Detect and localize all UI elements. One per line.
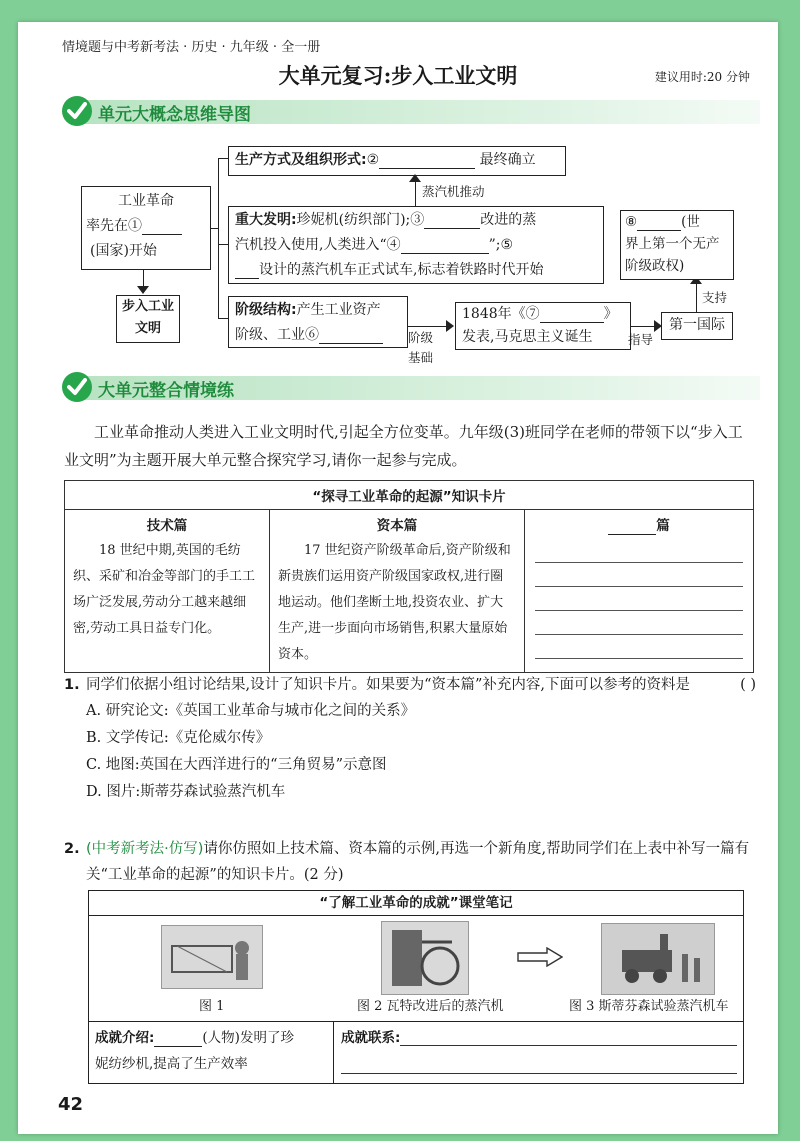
figure-2-caption: 图 2 瓦特改进后的蒸汽机 (357, 999, 504, 1014)
q1-options (64, 698, 756, 806)
commune-t3: 界上第一个无产 (625, 236, 720, 252)
card-title: “探寻工业革命的起源”知识卡片 (65, 481, 754, 510)
section-heading-mindmap (62, 96, 762, 126)
blank-6[interactable] (319, 327, 383, 344)
blank-2[interactable] (379, 152, 475, 169)
notes-title: “了解工业革命的成就”课堂笔记 (89, 891, 743, 916)
intro-paragraph: 工业革命推动人类进入工业文明时代,引起全方位变革。九年级(3)班同学在老师的带领下以“步入工业文明”为主题开展大单元整合探究学习,请你一起参与完成。 (64, 423, 743, 469)
arrow-right-icon (517, 947, 563, 967)
commune-box (620, 210, 734, 280)
section-heading-text: 单元大概念思维导图 (98, 105, 251, 125)
manifesto-t3: 发表,马克思主义诞生 (462, 329, 593, 345)
commune-t4: 阶级政权) (625, 258, 685, 274)
card-col-blank (525, 510, 754, 673)
target-line1: 步入工业 (121, 299, 174, 314)
write-line[interactable] (341, 1051, 737, 1074)
page-number: 42 (58, 1094, 84, 1115)
blank-7[interactable] (540, 306, 604, 323)
root-line3: (国家)开始 (90, 243, 157, 259)
arrow-up-icon (409, 174, 421, 182)
class-notes (88, 890, 744, 1084)
target-box (116, 295, 180, 343)
production-num: ② (366, 152, 380, 168)
production-label: 生产方式及组织形式: (235, 152, 367, 168)
manifesto-t2: 》 (603, 306, 618, 322)
q2-tag: (中考新考法·仿写) (86, 841, 204, 857)
production-box (228, 146, 566, 176)
blank-4[interactable] (401, 237, 489, 254)
class-box (228, 296, 408, 348)
card-col-tech (65, 510, 270, 673)
col1-text: 18 世纪中期,英国的毛纺织、采矿和冶金等部门的手工工场广泛发展,劳动分工越来越细密,劳动工具日益专门化。 (73, 543, 256, 636)
blank-1[interactable] (142, 218, 182, 235)
option-d[interactable]: D. 图片:斯蒂芬森试验蒸汽机车 (86, 784, 286, 800)
page-title: 大单元复习:步入工业文明 (278, 63, 518, 88)
achieve-t1: (人物)发明了珍 (202, 1030, 294, 1046)
achieve-label: 成就介绍: (95, 1030, 155, 1046)
write-line[interactable] (535, 635, 743, 659)
blank-3[interactable] (424, 212, 480, 229)
production-tail: 最终确立 (479, 152, 536, 168)
guide-label: 指导 (628, 332, 654, 347)
question-2 (64, 836, 756, 888)
arrow-down-icon (137, 286, 149, 294)
figure-3-image (601, 923, 715, 995)
figure-1-image (161, 925, 263, 989)
q1-number: 1. (64, 677, 80, 693)
figure-3-caption: 图 3 斯蒂芬森试验蒸汽机车 (569, 999, 729, 1014)
first-international-box: 第一国际 (661, 312, 733, 340)
check-icon (62, 372, 92, 402)
root-title: 工业革命 (118, 193, 174, 209)
q2-text: 请你仿照如上技术篇、资本篇的示例,再选一个新角度,帮助同学们在上表中补写一篇有关“工业革命的起源”的知识卡片。(2 分) (86, 841, 750, 883)
suggested-time: 建议用时:20 分钟 (654, 70, 750, 84)
achievement-intro (95, 1025, 327, 1077)
option-b[interactable]: B. 文学传记:《克伦威尔传》 (86, 730, 271, 746)
card-col-capital (270, 510, 525, 673)
root-box (81, 186, 211, 270)
option-c[interactable]: C. 地图:英国在大西洋进行的“三角贸易”示意图 (86, 757, 387, 773)
figure-1-caption: 图 1 (199, 999, 225, 1014)
section-heading-practice (62, 372, 762, 402)
manifesto-box (455, 302, 631, 350)
option-a[interactable]: A. 研究论文:《英国工业革命与城市化之间的关系》 (86, 703, 416, 719)
achievement-link (341, 1025, 737, 1074)
class-t1: 产生工业资产 (296, 302, 381, 318)
link-label: 成就联系: (341, 1030, 401, 1046)
commune-t1: ⑧ (625, 214, 638, 230)
invention-box (228, 206, 604, 284)
blank-8[interactable] (637, 214, 681, 231)
series-title: 情境题与中考新考法 · 历史 · 九年级 · 全一册 (62, 40, 321, 55)
workbook-page (18, 22, 778, 1134)
invention-t1: 珍妮机(纺织部门);③ (296, 212, 425, 228)
arrow-right-icon (446, 320, 454, 332)
col1-head: 技术篇 (146, 518, 188, 534)
blank-person[interactable] (154, 1030, 202, 1047)
manifesto-t1: 1848年《⑦ (462, 306, 540, 322)
col3-head-text: 篇 (656, 518, 670, 534)
steam-push-label: 蒸汽机推动 (422, 184, 485, 199)
invention-t3: 汽机投入使用,人类进入“④ (235, 237, 401, 253)
blank-5[interactable] (235, 262, 259, 279)
commune-t2: (世 (681, 214, 700, 230)
section-heading-text: 大单元整合情境练 (98, 381, 234, 401)
root-line2: 率先在① (86, 218, 142, 234)
write-line[interactable] (535, 539, 743, 563)
invention-t5: 设计的蒸汽机车正式试车,标志着铁路时代开始 (259, 262, 544, 278)
knowledge-card (64, 480, 754, 673)
col3-head (535, 514, 743, 535)
class-basis-line2: 基础 (408, 350, 434, 365)
q1-answer-paren[interactable]: ( ) (740, 677, 756, 693)
q2-number: 2. (64, 841, 80, 857)
support-label: 支持 (702, 290, 728, 305)
achieve-t2: 妮纺纱机,提高了生产效率 (95, 1056, 248, 1072)
class-t2: 阶级、工业⑥ (235, 327, 319, 343)
write-line[interactable] (535, 587, 743, 611)
question-1 (64, 672, 756, 806)
invention-t4: ”;⑤ (488, 237, 514, 253)
write-line[interactable] (535, 611, 743, 635)
col2-text: 17 世纪资产阶级革命后,资产阶级和新贵族们运用资产阶级国家政权,进行圈地运动。他们垄断土地,投资农业、扩大生产,进一步面向市场销售,积累大量原始资本。 (278, 543, 511, 662)
invention-t2: 改进的蒸 (480, 212, 537, 228)
write-line[interactable] (400, 1025, 737, 1046)
class-label: 阶级结构: (235, 302, 297, 318)
col2-head: 资本篇 (376, 518, 418, 534)
invention-label: 重大发明: (235, 212, 297, 228)
target-line2: 文明 (134, 321, 161, 336)
class-basis-label (408, 328, 433, 368)
figure-2-image (381, 921, 469, 995)
blank-col3-title[interactable] (608, 518, 656, 535)
write-line[interactable] (535, 563, 743, 587)
q1-text: 同学们依据小组讨论结果,设计了知识卡片。如果要为“资本篇”补充内容,下面可以参考的资料是 (86, 677, 691, 693)
class-basis-line1: 阶级 (408, 330, 434, 345)
check-icon (62, 96, 92, 126)
